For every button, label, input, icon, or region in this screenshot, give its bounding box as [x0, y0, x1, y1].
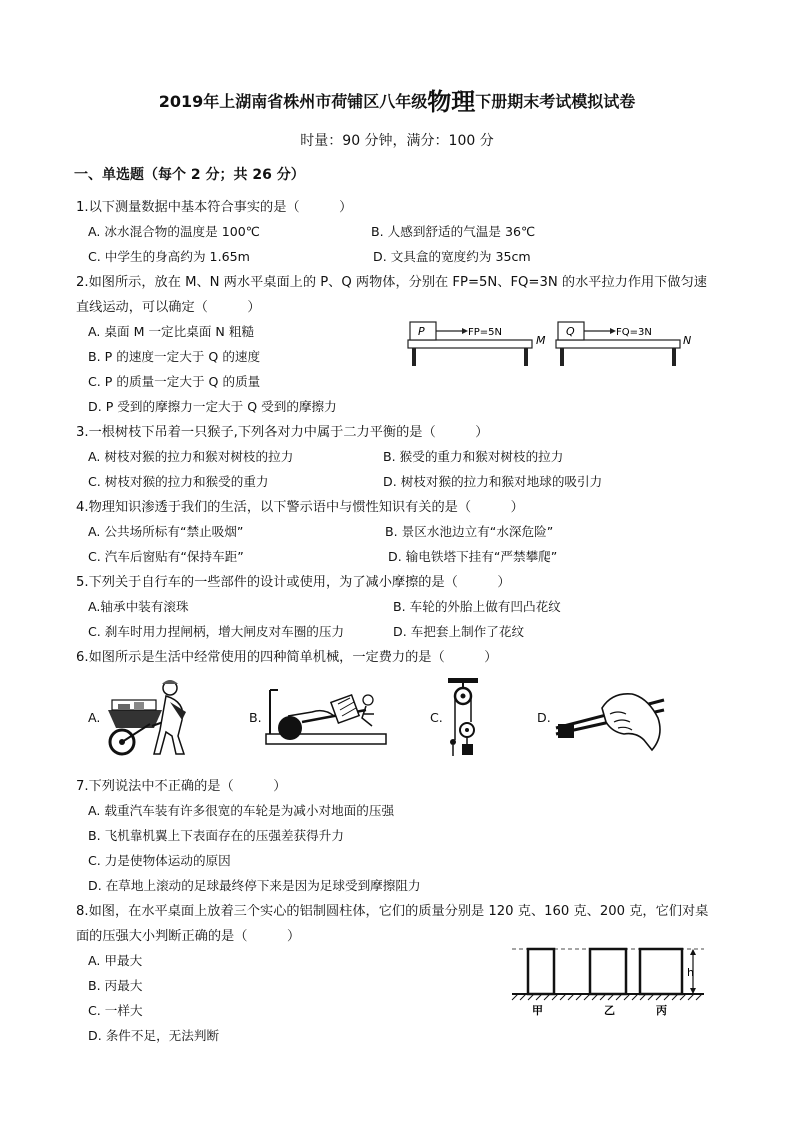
q2-option-b[interactable]: B. P 的速度一定大于 Q 的速度 [88, 349, 261, 364]
q4-option-b[interactable]: B. 景区水池边立有“水深危险” [385, 524, 554, 539]
q5-option-d[interactable]: D. 车把套上制作了花纹 [393, 624, 525, 639]
q2-option-d[interactable]: D. P 受到的摩擦力一定大于 Q 受到的摩擦力 [88, 399, 337, 414]
q4-option-a[interactable]: A. 公共场所标有“禁止吸烟” [88, 524, 244, 539]
force-q-label: FQ=3N [616, 327, 652, 338]
question-5-stem: 5.下列关于自行车的一些部件的设计或使用，为了减小摩擦的是（ ） [76, 575, 511, 590]
cylinder-yi [590, 949, 626, 994]
q5-option-a[interactable]: A.轴承中装有滚珠 [88, 599, 189, 614]
q6-option-d[interactable]: D. [537, 710, 551, 725]
q1-option-b[interactable]: B. 人感到舒适的气温是 36℃ [371, 224, 536, 239]
q3-option-d[interactable]: D. 树枝对猴的拉力和猴对地球的吸引力 [383, 474, 603, 489]
cylinder-jia [528, 949, 554, 994]
q4-option-c[interactable]: C. 汽车后窗贴有“保持车距” [88, 549, 244, 564]
q8-option-d[interactable]: D. 条件不足，无法判断 [88, 1028, 220, 1043]
q8-option-c[interactable]: C. 一样大 [88, 1003, 143, 1018]
section-heading: 一、单选题（每个 2 分；共 26 分） [74, 167, 305, 183]
q1-option-a[interactable]: A. 冰水混合物的温度是 100℃ [88, 224, 260, 239]
cylinders-figure [508, 942, 708, 1016]
table-m-label: M [536, 334, 546, 347]
q2-option-a[interactable]: A. 桌面 M 一定比桌面 N 粗糙 [88, 324, 255, 339]
cylinder-jia-label: 甲 [532, 1004, 543, 1016]
page-title: 2019年上湖南省株州市荷铺区八年级物理下册期末考试模拟试卷 [158, 88, 636, 116]
q1-option-c[interactable]: C. 中学生的身高约为 1.65m [88, 249, 250, 264]
question-8-stem-cont: 面的压强大小判断正确的是（ ） [76, 929, 301, 944]
cylinder-yi-label: 乙 [604, 1004, 615, 1016]
q2-tables-figure [400, 314, 700, 370]
lever-lifting-illustration [264, 686, 388, 748]
q8-option-b[interactable]: B. 丙最大 [88, 978, 143, 993]
q1-option-d[interactable]: D. 文具盒的宽度约为 35cm [373, 249, 531, 264]
q6-option-c[interactable]: C. [430, 710, 443, 725]
exam-info: 时量：90 分钟，满分：100 分 [300, 133, 494, 149]
chopsticks-illustration [552, 688, 668, 756]
question-4-stem: 4.物理知识渗透于我们的生活，以下警示语中与惯性知识有关的是（ ） [76, 500, 524, 515]
q3-option-c[interactable]: C. 树枝对猴的拉力和猴受的重力 [88, 474, 269, 489]
question-6-stem: 6.如图所示是生活中经常使用的四种简单机械，一定费力的是（ ） [76, 650, 498, 665]
question-8-stem: 8.如图，在水平桌面上放着三个实心的铝制圆柱体，它们的质量分别是 120 克、160 克、200 克，它们对桌 [76, 904, 709, 919]
cylinder-bing [640, 949, 682, 994]
block-p-label: P [418, 325, 425, 338]
q7-option-b[interactable]: B. 飞机靠机翼上下表面存在的压强差获得升力 [88, 828, 344, 843]
q4-option-d[interactable]: D. 输电铁塔下挂有“严禁攀爬” [388, 549, 558, 564]
question-3-stem: 3.一根树枝下吊着一只猴子,下列各对力中属于二力平衡的是（ ） [76, 425, 489, 440]
table-n-label: N [683, 334, 692, 347]
q5-option-b[interactable]: B. 车轮的外胎上做有凹凸花纹 [393, 599, 561, 614]
height-label: h [687, 966, 694, 979]
wheelbarrow-illustration [102, 676, 198, 758]
question-7-stem: 7.下列说法中不正确的是（ ） [76, 779, 287, 794]
question-1-stem: 1.以下测量数据中基本符合事实的是（ ） [76, 200, 353, 215]
q3-option-a[interactable]: A. 树枝对猴的拉力和猴对树枝的拉力 [88, 449, 294, 464]
q2-option-c[interactable]: C. P 的质量一定大于 Q 的质量 [88, 374, 261, 389]
q7-option-d[interactable]: D. 在草地上滚动的足球最终停下来是因为足球受到摩擦阻力 [88, 878, 421, 893]
question-2-stem-cont: 直线运动，可以确定（ ） [76, 300, 261, 315]
q6-option-b[interactable]: B. [249, 710, 262, 725]
question-2-stem: 2.如图所示，放在 M、N 两水平桌面上的 P、Q 两物体，分别在 FP=5N、FQ=3N 的水平拉力作用下做匀速 [76, 275, 707, 290]
q5-option-c[interactable]: C. 刹车时用力捏闸柄，增大闸皮对车圈的压力 [88, 624, 345, 639]
q6-option-a[interactable]: A. [88, 710, 101, 725]
q7-option-a[interactable]: A. 载重汽车装有许多很宽的车轮是为减小对地面的压强 [88, 803, 395, 818]
force-p-label: FP=5N [468, 327, 503, 338]
q7-option-c[interactable]: C. 力是使物体运动的原因 [88, 853, 231, 868]
cylinder-bing-label: 丙 [656, 1004, 667, 1016]
block-q-label: Q [566, 325, 575, 338]
q3-option-b[interactable]: B. 猴受的重力和猴对树枝的拉力 [383, 449, 564, 464]
pulley-illustration [442, 676, 482, 760]
q8-option-a[interactable]: A. 甲最大 [88, 953, 143, 968]
